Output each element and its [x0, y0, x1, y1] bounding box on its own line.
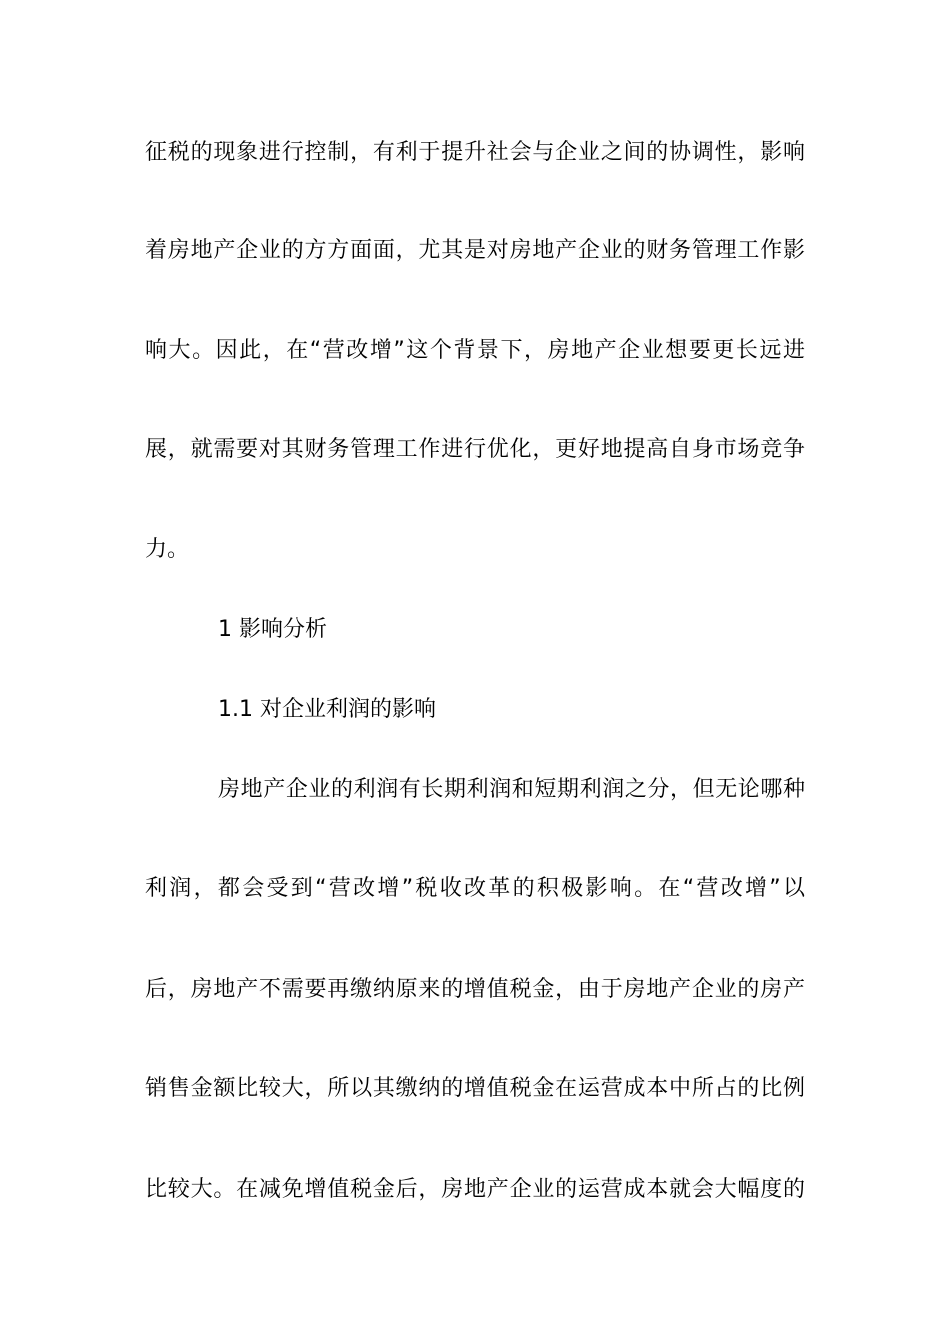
- paragraph-1-line-5: 力。: [145, 537, 190, 562]
- paragraph-1-line-4: 展，就需要对其财务管理工作进行优化，更好地提高自身市场竞争: [145, 437, 805, 462]
- paragraph-2-line-1: 房地产企业的利润有长期利润和短期利润之分，但无论哪种: [218, 777, 805, 802]
- paragraph-2-line-4: 销售金额比较大，所以其缴纳的增值税金在运营成本中所占的比例: [145, 1076, 805, 1101]
- paragraph-2-line-3: 后，房地产不需要再缴纳原来的增值税金，由于房地产企业的房产: [145, 977, 805, 1002]
- paragraph-2-line-2: 利润，都会受到“营改增”税收改革的积极影响。在“营改增”以: [145, 876, 805, 901]
- paragraph-1-line-3: 响大。因此，在“营改增”这个背景下，房地产企业想要更长远进: [145, 338, 805, 363]
- subsection-heading: 1.1 对企业利润的影响: [218, 697, 436, 722]
- section-heading: 1 影响分析: [218, 617, 327, 642]
- paragraph-1-line-1: 征税的现象进行控制，有利于提升社会与企业之间的协调性，影响: [145, 140, 805, 165]
- paragraph-2-line-5: 比较大。在减免增值税金后，房地产企业的运营成本就会大幅度的: [145, 1177, 805, 1202]
- paragraph-1-line-2: 着房地产企业的方方面面，尤其是对房地产企业的财务管理工作影: [145, 238, 805, 263]
